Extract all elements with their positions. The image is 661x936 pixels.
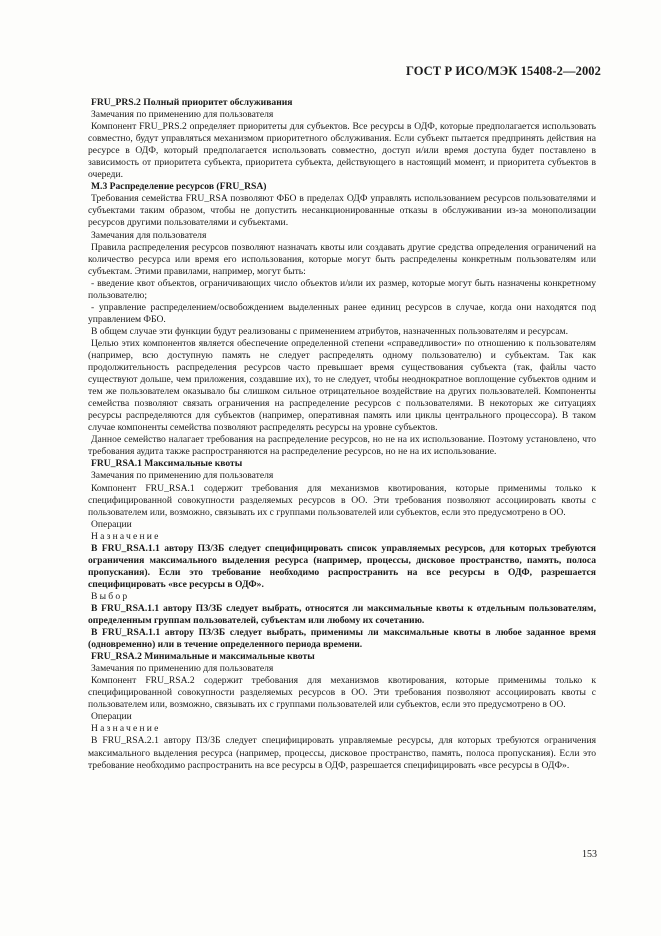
section-heading-m3: M.3 Распределение ресурсов (FRU_RSA) — [91, 181, 267, 193]
section-heading-fru-rsa1: FRU_RSA.1 Максимальные квоты — [91, 458, 243, 470]
paragraph-bold: В FRU_RSA.1.1 автору ПЗ/ЗБ следует выбрать, относятся ли максимальные квоты к отдельным пользователям, определенным группам пользователей, субъектам или любому их сочетанию. — [88, 602, 596, 627]
page-number: 153 — [582, 849, 597, 860]
paragraph: В общем случае эти функции будут реализованы с применением атрибутов, назначенных пользователям и ресурсам. — [91, 325, 569, 337]
assignment-label: Назначение — [91, 723, 161, 735]
paragraph: Компонент FRU_RSA.1 содержит требования для механизмов квотирования, которые применимы только к специфицированной совокупности разделяемых ресурсов в ОО. Эти требования позволяют ассоциировать квоты с пользователем или, возможно, связывать их с группами пользователей или субъектов, если это предусмотрено в ОО. — [88, 482, 596, 518]
paragraph: Данное семейство налагает требования на распределение ресурсов, но не на их использование. Поэтому установлено, что требования аудита также распространяются на распределение ресурсов, но не на их использование. — [88, 434, 596, 458]
paragraph: Целью этих компонентов является обеспечение определенной степени «справедливости» по отношению к пользователям (например, всю доступную память не следует распределять одному пользователю) и субъектам. Так как продолжительность распределения ресурсов часто превышает время существования субъекта (так, файлы часто существуют дольше, чем приложения, создавшие их), то не следует, чтобы неоднократное воплощение субъектов одним и тем же пользователем оказывало бы слишком сильное отрицательное воздействие на других пользователей. Компоненты семейства позволяют связать ограничения на распределение ресурсов с пользователями. В некоторых же ситуациях ресурсы распределяются для субъектов (например, оперативная память или циклы центрального процессора). В таком случае компоненты семейства позволяют распределять ресурсы на уровне субъектов. — [88, 337, 596, 434]
subheading: Замечания по применению для пользователя — [91, 663, 274, 675]
document-body — [88, 97, 596, 772]
operations-label: Операции — [91, 518, 132, 530]
assignment-label: Назначение — [91, 530, 161, 542]
subheading: Замечания по применению для пользователя — [91, 109, 274, 121]
list-item: - введение квот объектов, ограничивающих число объектов и/или их размер, которые могут быть назначены конкретному пользователю; — [88, 277, 596, 301]
operations-label: Операции — [91, 711, 132, 723]
paragraph-bold: В FRU_RSA.1.1 автору ПЗ/ЗБ следует выбрать, применимы ли максимальные квоты в любое заданное время (одновременно) или в течение определенного периода времени. — [88, 627, 596, 651]
subheading: Замечания по применению для пользователя — [91, 470, 274, 482]
paragraph: Правила распределения ресурсов позволяют назначать квоты или создавать другие средства определения ограничений на количество ресурса или время его использования, которые могут быть распределены конкретным пользователям или субъектам. Этими правилами, например, могут быть: — [88, 241, 596, 277]
subheading: Замечания для пользователя — [91, 229, 207, 241]
paragraph: Требования семейства FRU_RSA позволяют ФБО в пределах ОДФ управлять использованием ресурсов пользователями и субъектами таким образом, чтобы не допустить несанкционированные отказы в обслуживании из-за монополизации ресурсов другими пользователями и субъектами. — [88, 193, 596, 229]
paragraph: Компонент FRU_RSA.2 содержит требования для механизмов квотирования, которые применимы только к специфицированной совокупности разделяемых ресурсов в ОО. Эти требования позволяют ассоциировать квоты с пользователем или, возможно, связывать их с группами пользователей или субъектов, если это предусмотрено в ОО. — [88, 675, 596, 711]
selection-label: Выбор — [91, 590, 130, 602]
section-heading-fru-prs2: FRU_PRS.2 Полный приоритет обслуживания — [91, 97, 293, 108]
list-item: - управление распределением/освобождением выделенных ранее единиц ресурсов в случае, когда они находятся под управлением ФБО. — [88, 301, 596, 325]
paragraph-bold: В FRU_RSA.1.1 автору ПЗ/ЗБ следует специфицировать список управляемых ресурсов, для которых требуются ограничения максимального выделения ресурса (например, процессы, дисковое пространство, память, полоса пропускания). Если это требование необходимо распространить на все ресурсы в ОДФ, разрешается специфицировать «все ресурсы в ОДФ». — [88, 542, 596, 590]
paragraph: Компонент FRU_PRS.2 определяет приоритеты для субъектов. Все ресурсы в ОДФ, которые предполагается использовать совместно, будут управляться механизмом приоритетного обслуживания. Если субъект пытается предпринять действия на ресурсе в ОДФ, который предполагается использовать совместно, доступ и/или время доступа будет поставлено в зависимость от приоритета субъекта, приоритета субъекта, действующего в настоящий момент, и приоритета субъектов в очереди. — [88, 121, 596, 181]
paragraph: В FRU_RSA.2.1 автору ПЗ/ЗБ следует специфицировать управляемые ресурсы, для которых требуются ограничения максимального выделения ресурса (например, процессы, дисковое пространство, память, полоса пропускания). Если это требование необходимо распространить на все ресурсы в ОДФ, разрешается специфицировать «все ресурсы в ОДФ». — [88, 735, 596, 771]
document-header: ГОСТ Р ИСО/МЭК 15408-2—2002 — [405, 64, 601, 78]
section-heading-fru-rsa2: FRU_RSA.2 Минимальные и максимальные квоты — [91, 651, 315, 663]
